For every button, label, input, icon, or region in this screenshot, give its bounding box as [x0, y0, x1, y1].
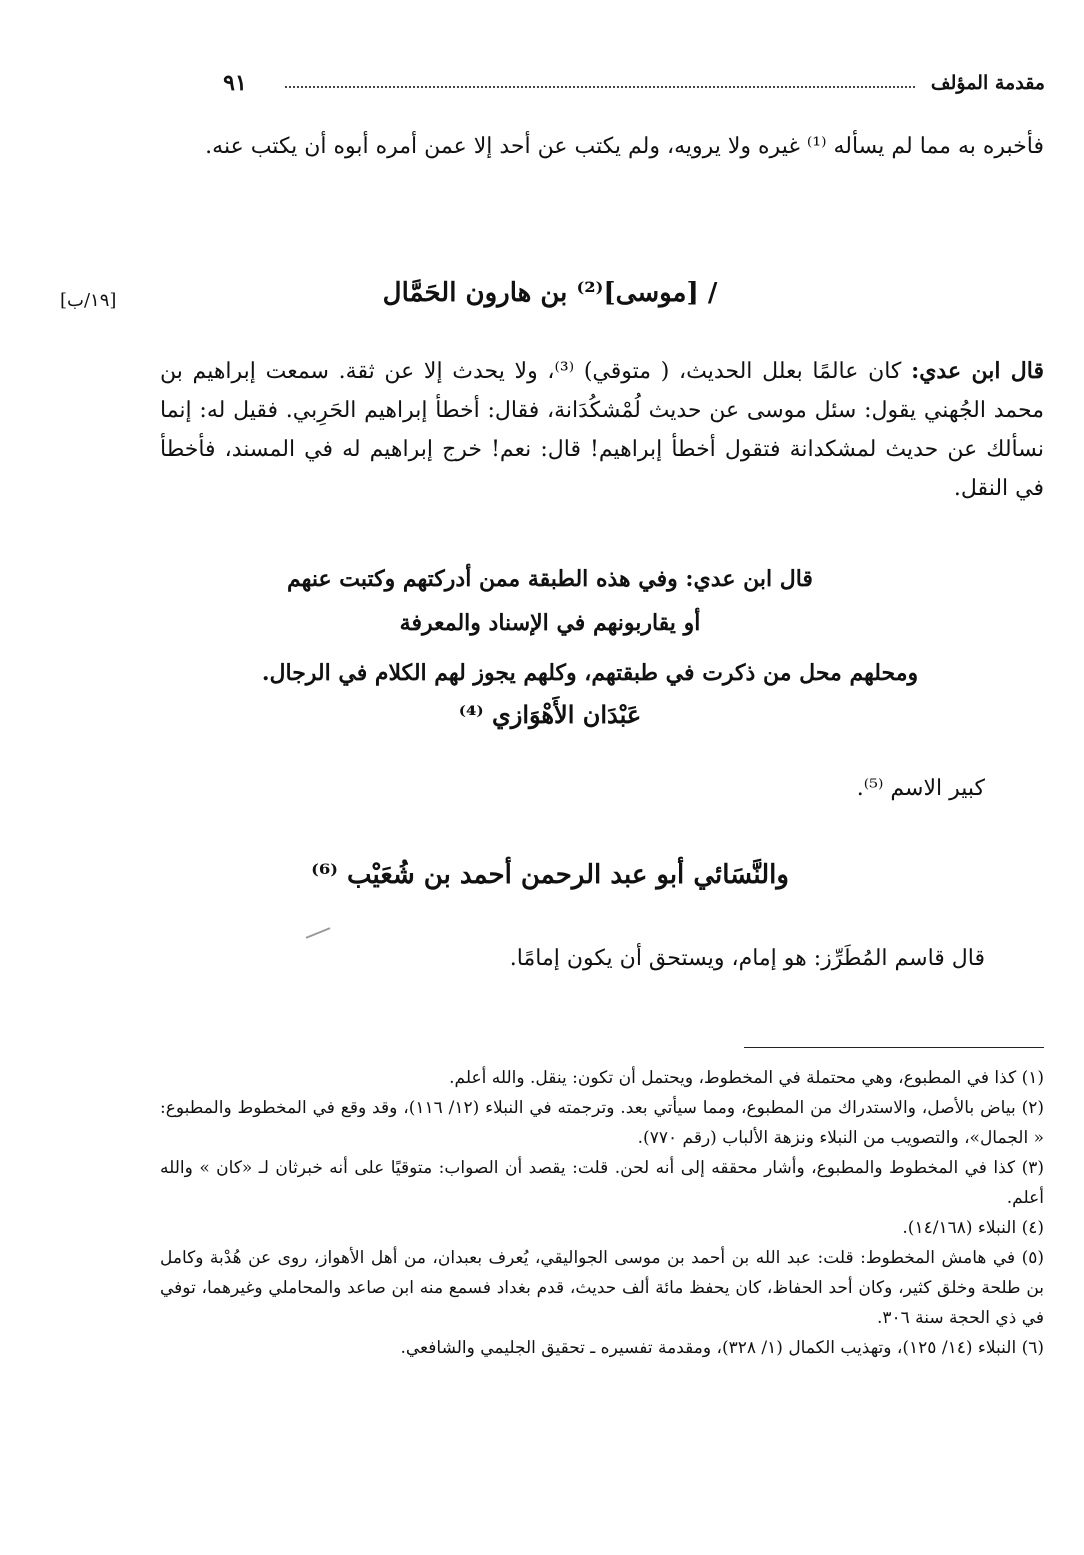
header-dotted-rule	[285, 86, 915, 88]
paragraph-4: كبير الاسم ⁽⁵⁾.	[856, 776, 985, 801]
paragraph-5: قال قاسم المُطَرِّز: هو إمام، ويستحق أن يكون إمامًا.	[509, 946, 985, 971]
scan-mark	[306, 927, 331, 939]
quote-lead: قال ابن عدي:	[911, 358, 1044, 384]
footnote-2: (٢) بياض بالأصل، والاستدراك من المطبوع، ومما سيأتي بعد. وترجمته في النبلاء (١٢/ ١١٦)، وقد وقع في المخطوط والمطبوع: « الجمال»، والتصويب من النبلاء ونزهة الألباب (رقم ٧٧٠).	[160, 1098, 1044, 1148]
paragraph-3-line-3: ومحلهم محل من ذكرت في طبقتهم، وكلهم يجوز لهم الكلام في الرجال.	[261, 660, 919, 686]
paragraph-1: فأخبره به مما لم يسأله ⁽¹⁾ غيره ولا يرويه، ولم يكتب عن أحد إلا عمن أمره أبوه أن يكتب عنه.	[205, 134, 1044, 159]
footnote-separator	[744, 1047, 1044, 1048]
running-header	[195, 70, 1045, 106]
footnotes	[160, 1063, 1044, 1363]
footnote-4: (٤) النبلاء (١٤/١٦٨).	[902, 1218, 1044, 1238]
footnote-5: (٥) في هامش المخطوط: قلت: عبد الله بن أحمد بن موسى الجواليقي، يُعرف بعبدان، من أهل الأهواز، روى عن هُدْبة وكامل بن طلحة وخلق كثير، وكان أحد الحفاظ، كان يحفظ مائة ألف حديث، قدم بغداد فسمع منه ابن صاعد والمحاملي وغيرهما، توفي في ذي الحجة سنة ٣٠٦.	[160, 1248, 1045, 1328]
heading-abdan: عَبْدَان الأَهْوَازي ⁽⁴⁾	[458, 700, 642, 729]
paragraph-2	[160, 352, 1044, 508]
manuscript-folio-note: [١٩/ب]	[60, 290, 117, 311]
chapter-title: مقدمة المؤلف	[930, 72, 1045, 94]
footnote-3: (٣) كذا في المخطوط والمطبوع، وأشار محققه إلى أنه لحن. قلت: يقصد أن الصواب: متوقيًا على أنه خبرثان لـ «كان » والله أعلم.	[160, 1158, 1044, 1208]
paragraph-3-line-2: أو يقاربونهم في الإسناد والمعرفة	[399, 610, 701, 636]
footnote-6: (٦) النبلاء (١٤/ ١٢٥)، وتهذيب الكمال (١/ ٣٢٨)، ومقدمة تفسيره ـ تحقيق الجليمي والشافعي.	[400, 1338, 1044, 1358]
paragraph-2-body: كان عالمًا بعلل الحديث، ( متوقي) ⁽³⁾، ولا يحدث إلا عن ثقة. سمعت إبراهيم بن محمد الجُهني يقول: سئل موسى عن حديث لُمْشكُدَانة، فقال: أخطأ إبراهيم الحَرِبي. فقيل له: إنما نسألك عن حديث لمشكدانة فتقول أخطأ إبراهيم! قال: نعم! خرج إبراهيم له في المسند، فأخطأ في النقل.	[160, 359, 1044, 501]
heading-nasai: والنَّسَائي أبو عبد الرحمن أحمد بن شُعَيْب ⁽⁶⁾	[311, 860, 789, 890]
heading-musa: / [موسى]⁽²⁾ بن هارون الحَمَّال	[382, 278, 718, 308]
footnote-1: (١) كذا في المطبوع، وهي محتملة في المخطوط، ويحتمل أن تكون: ينقل. والله أعلم.	[449, 1068, 1044, 1088]
paragraph-3-line-1: قال ابن عدي: وفي هذه الطبقة ممن أدركتهم وكتبت عنهم	[287, 566, 813, 592]
page-number: ٩١	[223, 70, 247, 96]
